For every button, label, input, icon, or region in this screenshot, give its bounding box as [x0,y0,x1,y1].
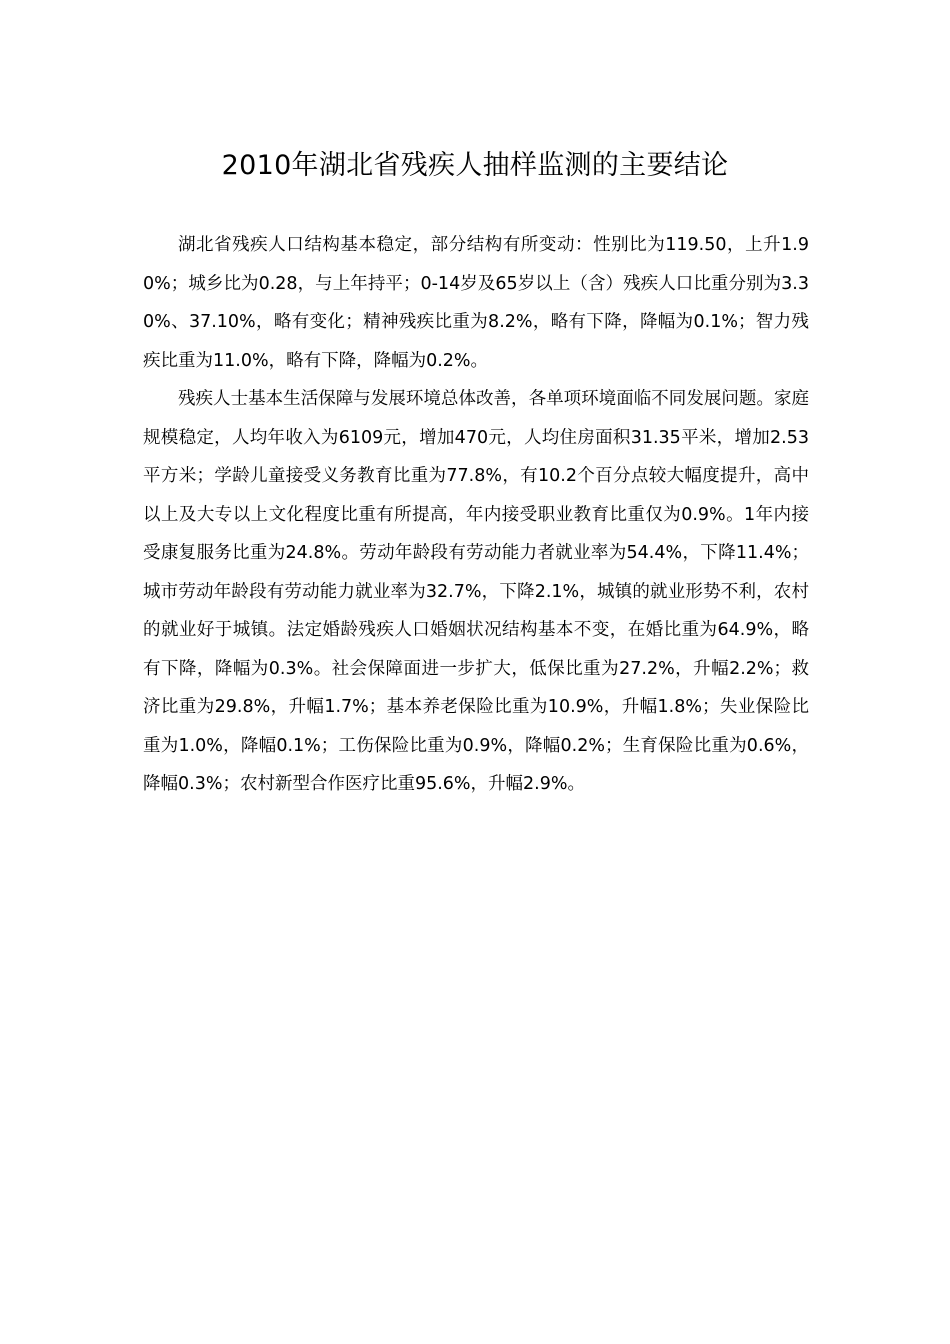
document-body [143,226,809,804]
paragraph-living-security: 残疾人士基本生活保障与发展环境总体改善，各单项环境面临不同发展问题。家庭规模稳定，人均年收入为6109元，增加470元，人均住房面积31.35平米，增加2.53平方米；学龄儿童接受义务教育比重为77.8%，有10.2个百分点较大幅度提升，高中以上及大专以上文化程度比重有所提高，年内接受职业教育比重仅为0.9%。1年内接受康复服务比重为24.8%。劳动年龄段有劳动能力者就业率为54.4%，下降11.4%；城市劳动年龄段有劳动能力就业率为32.7%，下降2.1%，城镇的就业形势不利，农村的就业好于城镇。法定婚龄残疾人口婚姻状况结构基本不变，在婚比重为64.9%，略有下降，降幅为0.3%。社会保障面进一步扩大，低保比重为27.2%，升幅2.2%；救济比重为29.8%，升幅1.7%；基本养老保险比重为10.9%，升幅1.8%；失业保险比重为1.0%，降幅0.1%；工伤保险比重为0.9%，降幅0.2%；生育保险比重为0.6%，降幅0.3%；农村新型合作医疗比重95.6%，升幅2.9%。 [143,389,809,794]
document-title: 2010年湖北省残疾人抽样监测的主要结论 [221,150,729,181]
paragraph-population-structure: 湖北省残疾人口结构基本稳定，部分结构有所变动：性别比为119.50，上升1.90%；城乡比为0.28，与上年持平；0-14岁及65岁以上（含）残疾人口比重分别为3.30%、37.10%，略有变化；精神残疾比重为8.2%，略有下降，降幅为0.1%；智力残疾比重为11.0%，略有下降，降幅为0.2%。 [143,235,809,371]
